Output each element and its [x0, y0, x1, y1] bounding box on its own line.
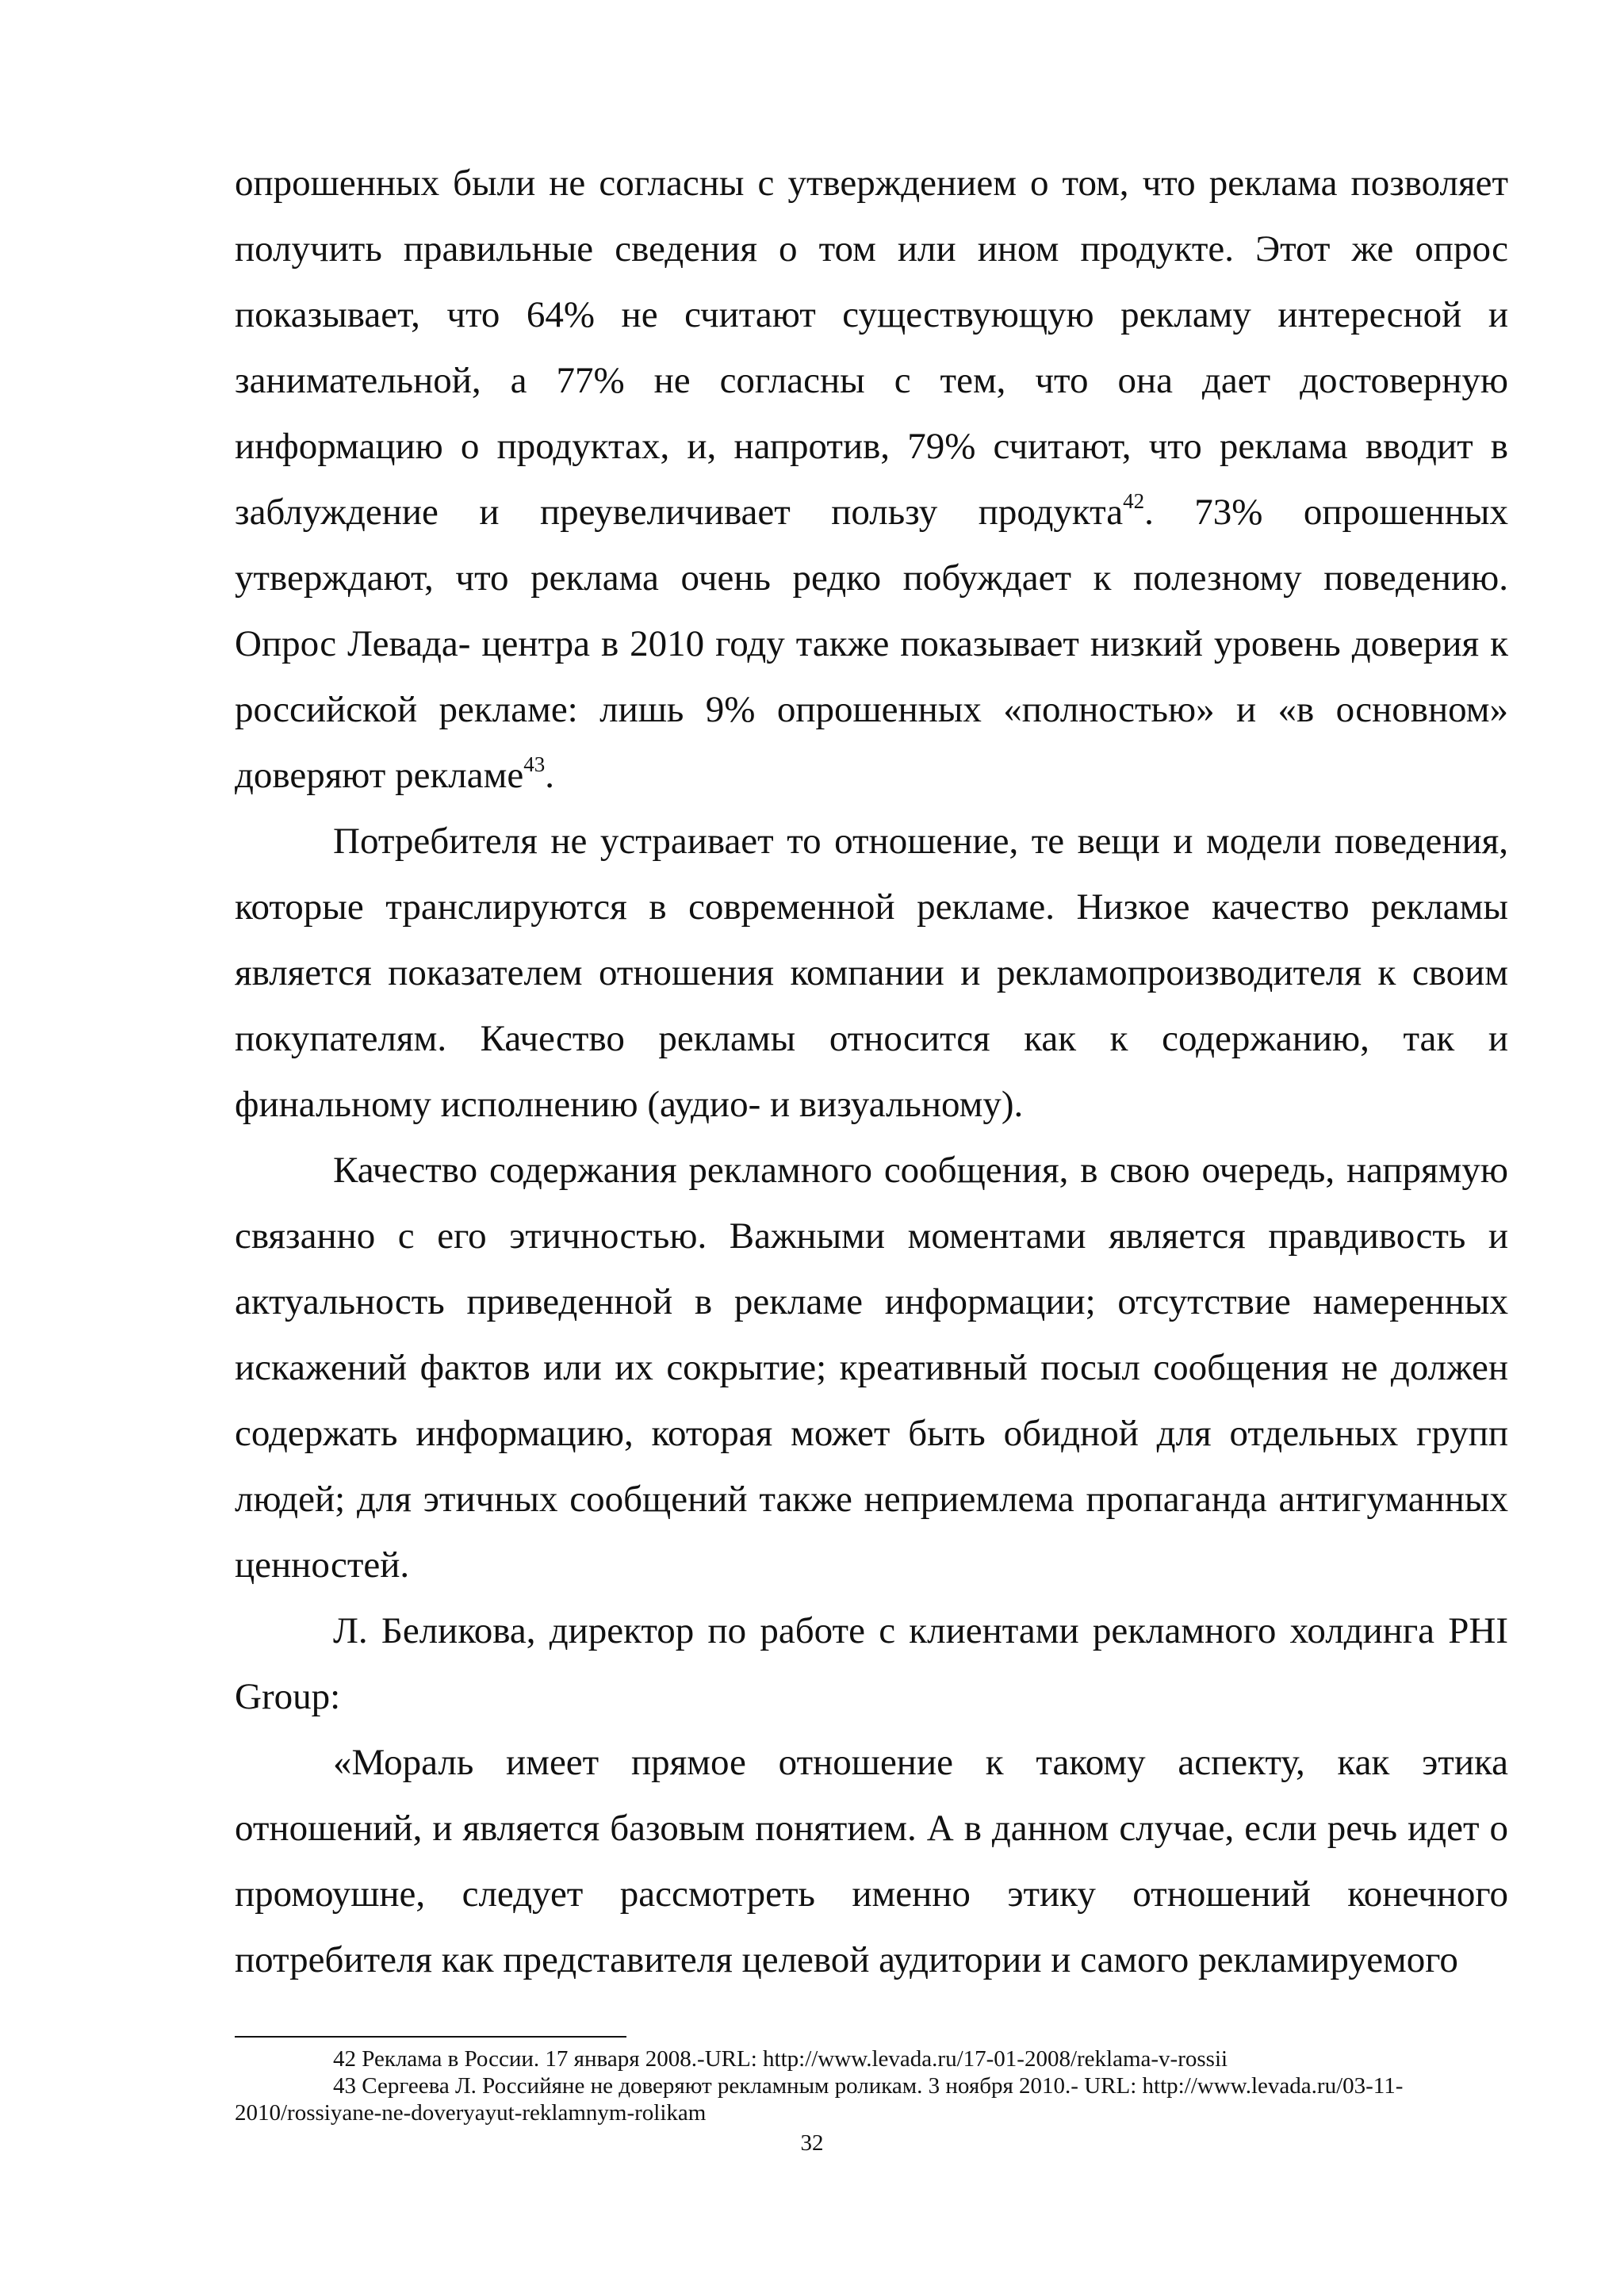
body-text [235, 151, 1508, 1993]
footnote-ref-42: 42 [1123, 489, 1145, 513]
paragraph-text: Качество содержания рекламного сообщения, в свою очередь, напрямую связанно с его этичностью. Важными моментами является правдивость и актуальность приведенной в рекламе информации; отсутствие намеренных искажений фактов или их сокрытие; креативный посыл сообщения не должен содержать информацию, которая может быть обидной для отдельных групп людей; для этичных сообщений также неприемлема пропаганда антигуманных ценностей. [235, 1150, 1508, 1586]
footnote-43: 43 Сергеева Л. Российяне не доверяют рекламным роликам. 3 ноября 2010.- URL: http://www.levada.ru/03-11-2010/rossiyane-ne-doveryayut-reklamnym-rolikam [235, 2073, 1404, 2126]
paragraph-4 [235, 1598, 1508, 1730]
paragraph-2 [235, 809, 1508, 1138]
footnotes [235, 2045, 1508, 2126]
paragraph-text: Потребителя не устраивает то отношение, те вещи и модели поведения, которые транслируются в современной рекламе. Низкое качество рекламы является показателем отношения компании и рекламопроизводителя к своим покупателям. Качество рекламы относится как к содержанию, так и финальному исполнению (аудио- и визуальному). [235, 821, 1508, 1125]
paragraph-1 [235, 151, 1508, 809]
footnote-42: 42 Реклама в России. 17 января 2008.-URL: http://www.levada.ru/17-01-2008/reklama-v-rossii [333, 2046, 1228, 2072]
footnote-separator [235, 2036, 626, 2038]
paragraph-text: «Мораль имеет прямое отношение к такому аспекту, как этика отношений, и является базовым понятием. А в данном случае, если речь идет о промоушне, следует рассмотреть именно этику отношений конечного потребителя как представителя целевой аудитории и самого рекламируемого [235, 1742, 1508, 1980]
paragraph-3 [235, 1138, 1508, 1598]
paragraph-text: опрошенных были не согласны с утверждением о том, что реклама позволяет получить правильные сведения о том или ином продукте. Этот же опрос показывает, что 64% не считают существующую рекламу интересной и занимательной, а 77% не согласны с тем, что она дает достоверную информацию о продуктах, и, напротив, 79% считают, что реклама вводит в заблуждение и преувеличивает пользу продукта [235, 163, 1508, 533]
paragraph-text: . 73% опрошенных утверждают, что реклама очень редко побуждает к полезному поведению. Опрос Левада- центра в 2010 году также показывает низкий уровень доверия к российской рекламе: лишь 9% опрошенных «полностью» и «в основном» доверяют рекламе [235, 492, 1508, 796]
paragraph-text: Л. Беликова, директор по работе с клиентами рекламного холдинга PHI Group: [235, 1610, 1508, 1717]
paragraph-5 [235, 1730, 1508, 1993]
footnote-ref-43: 43 [523, 752, 546, 776]
page-number: 32 [800, 2130, 824, 2156]
paragraph-text: . [545, 755, 554, 796]
